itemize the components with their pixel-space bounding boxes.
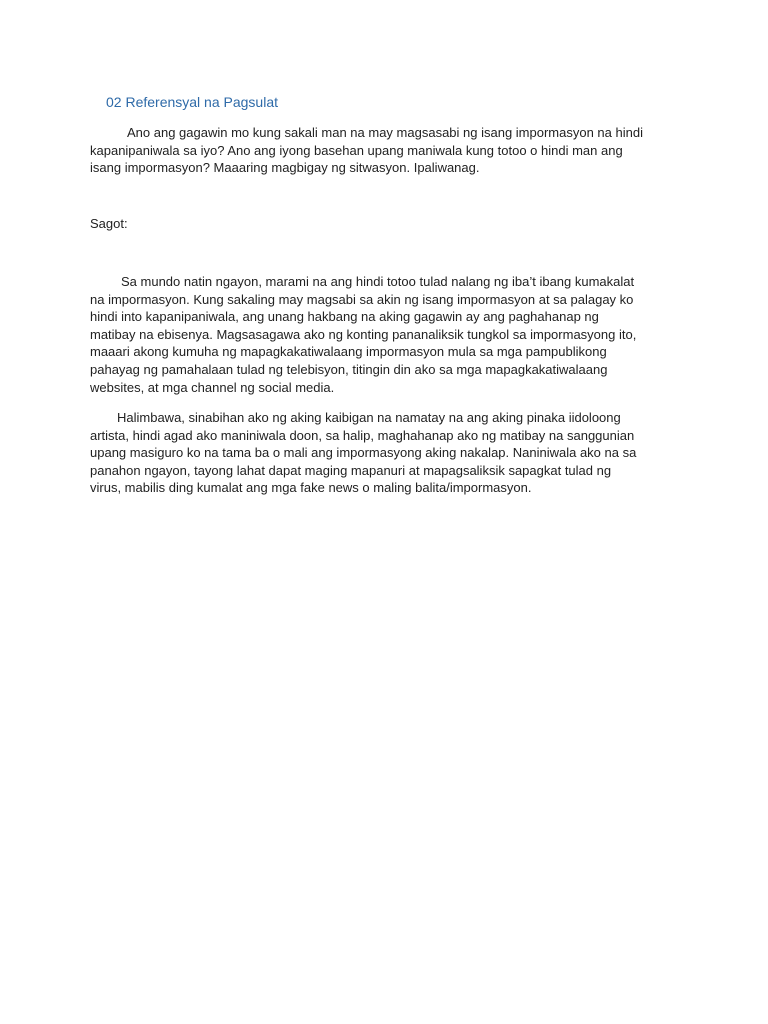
paragraph-line: panahon ngayon, tayong lahat dapat maging mapanuri at mapagsaliksik sapagkat tulad ng xyxy=(90,462,612,478)
paragraph-line: Sa mundo natin ngayon, marami na ang hindi totoo tulad nalang ng iba’t ibang kumakalat xyxy=(121,274,635,289)
section-heading: 02 Referensyal na Pagsulat xyxy=(106,94,278,110)
answer-paragraph-2 xyxy=(90,409,680,497)
paragraph-line: upang masiguro ko na tama ba o mali ang impormasyong aking nakalap. Naniniwala ako na sa xyxy=(90,445,637,461)
question-line: kapanipaniwala sa iyo? Ano ang iyong basehan upang maniwala kung totoo o hindi man ang xyxy=(90,142,623,158)
paragraph-line: maaari akong kumuha ng mapagkakatiwalaang impormasyon mula sa mga pampublikong xyxy=(90,344,607,360)
question-line: Ano ang gagawin mo kung sakali man na may magsasabi ng isang impormasyon na hindi xyxy=(127,125,643,140)
paragraph-line: virus, mabilis ding kumalat ang mga fake news o maling balita/impormasyon. xyxy=(90,480,532,496)
paragraph-line: na impormasyon. Kung sakaling may magsabi sa akin ng isang impormasyon at sa palagay ko xyxy=(90,291,634,307)
question-line: isang impormasyon? Maaaring magbigay ng sitwasyon. Ipaliwanag. xyxy=(90,160,480,176)
question-paragraph xyxy=(90,124,680,177)
paragraph-line: pahayag ng pamahalaan tulad ng telebisyon, titingin din ako sa mga mapagkakatiwalaang xyxy=(90,361,608,377)
answer-label: Sagot: xyxy=(90,216,128,231)
paragraph-line: hindi into kapanipaniwala, ang unang hakbang na aking gagawin ay ang paghahanap ng xyxy=(90,309,599,325)
answer-paragraph-1 xyxy=(90,273,680,396)
paragraph-line: Halimbawa, sinabihan ako ng aking kaibigan na namatay na ang aking pinaka iidoloong xyxy=(117,410,621,425)
paragraph-line: artista, hindi agad ako maniniwala doon, sa halip, maghahanap ako ng matibay na sanggunian xyxy=(90,427,635,443)
paragraph-line: matibay na ebisenya. Magsasagawa ako ng konting pananaliksik tungkol sa impormasyong ito, xyxy=(90,326,637,342)
paragraph-line: websites, at mga channel ng social media. xyxy=(90,379,335,395)
